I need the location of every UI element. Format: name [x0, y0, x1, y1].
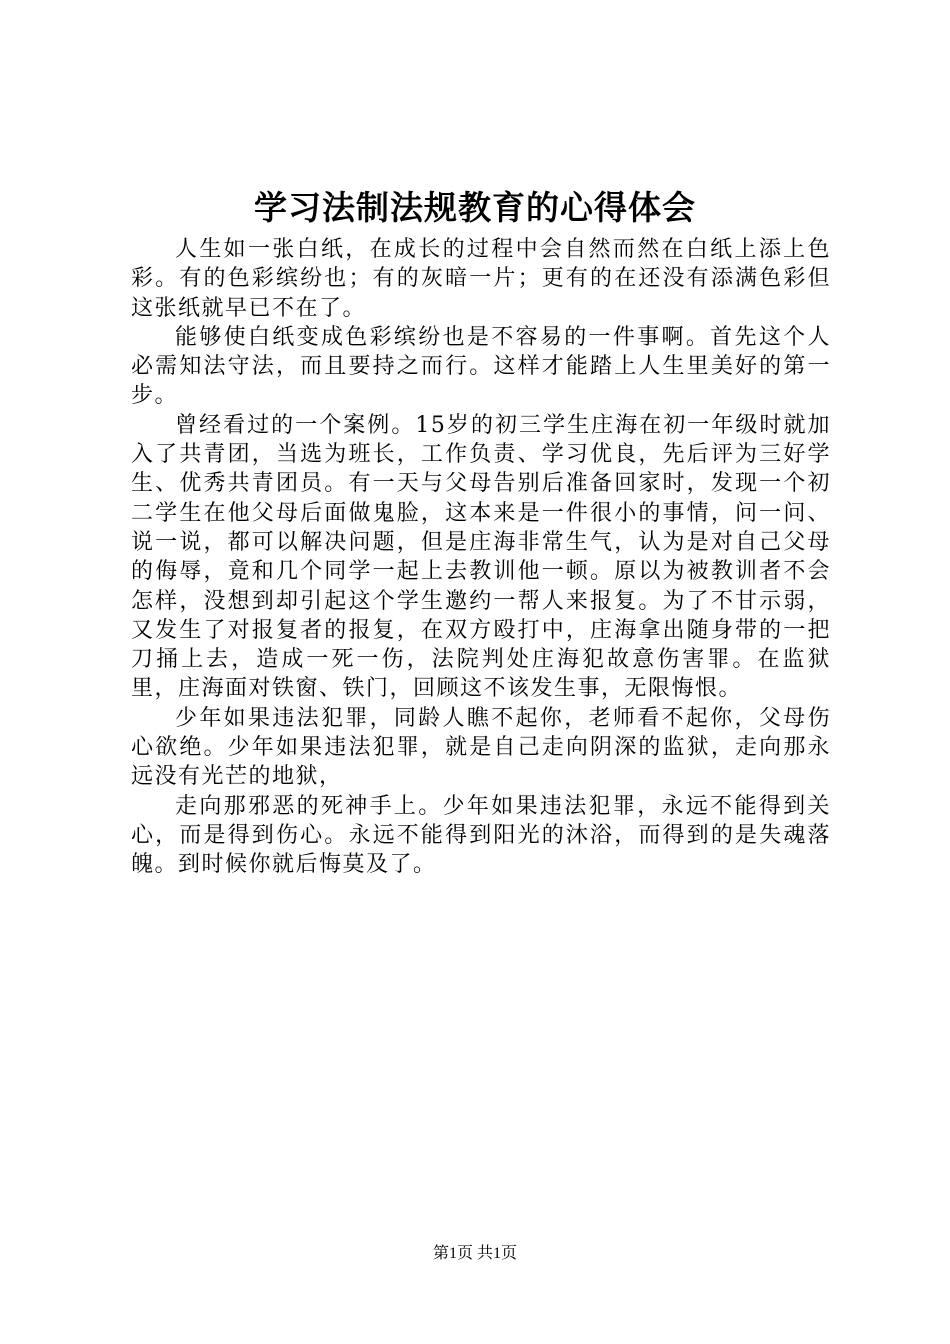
paragraph: 曾经看过的一个案例。15岁的初三学生庄海在初一年级时就加入了共青团，当选为班长，工作负责、学习优良，先后评为三好学生、优秀共青团员。有一天与父母告别后准备回家时，发现一个初二学生在他父母后面做鬼脸，这本来是一件很小的事情，问一问、说一说，都可以解决问题，但是庄海非常生气，认为是对自己父母的侮辱，竟和几个同学一起上去教训他一顿。原以为被教训者不会怎样，没想到却引起这个学生邀约一帮人来报复。为了不甘示弱，又发生了对报复者的报复，在双方殴打中，庄海拿出随身带的一把刀捅上去，造成一死一伤，法院判处庄海犯故意伤害罪。在监狱里，庄海面对铁窗、铁门，回顾这不该发生事，无限悔恨。: [131, 412, 831, 702]
paragraph: 少年如果违法犯罪，同龄人瞧不起你，老师看不起你，父母伤心欲绝。少年如果违法犯罪，就是自己走向阴深的监狱，走向那永远没有光芒的地狱，: [131, 705, 831, 790]
paragraph: 人生如一张白纸，在成长的过程中会自然而然在白纸上添上色彩。有的色彩缤纷也；有的灰暗一片；更有的在还没有添满色彩但这张纸就早已不在了。: [131, 237, 831, 321]
paragraph: 走向那邪恶的死神手上。少年如果违法犯罪，永远不能得到关心，而是得到伤心。永远不能得到阳光的沐浴，而得到的是失魂落魄。到时候你就后悔莫及了。: [131, 793, 831, 878]
document-body: [131, 235, 831, 880]
page-footer: 第1页 共1页: [432, 1245, 517, 1262]
paragraph: 能够使白纸变成色彩缤纷也是不容易的一件事啊。首先这个人必需知法守法，而且要持之而行。这样才能踏上人生里美好的第一步。: [131, 324, 831, 409]
page-title: 学习法制法规教育的心得体会: [254, 188, 696, 227]
